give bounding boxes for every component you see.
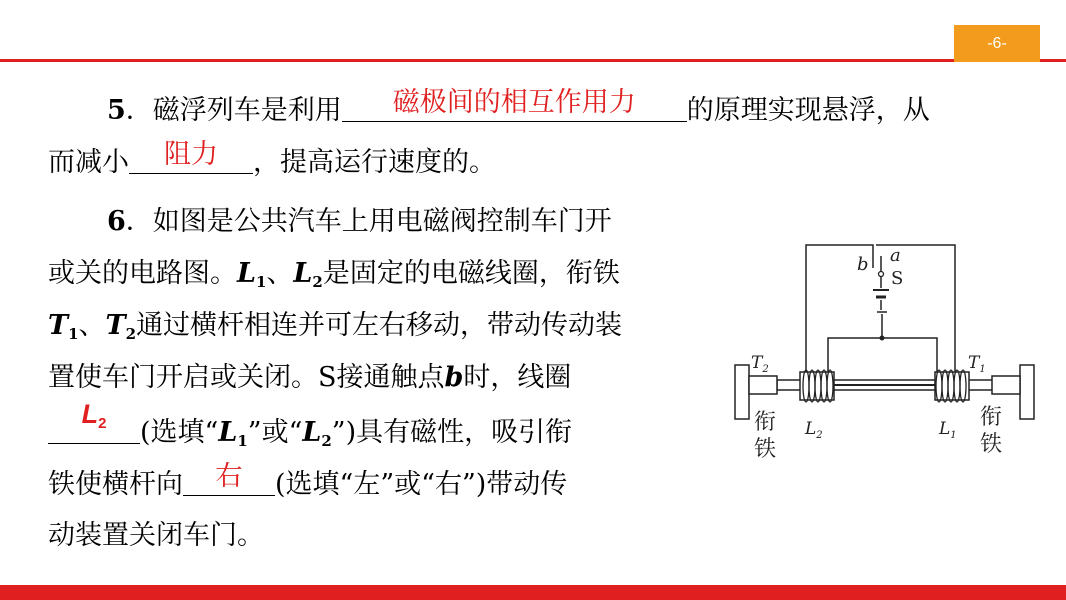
q5-answer-2: 阻力 [164, 139, 218, 169]
q6-answer-2: 右 [215, 461, 243, 491]
q5-answer-1: 磁极间的相互作用力 [392, 87, 636, 117]
coil-left-core [800, 372, 834, 400]
circuit-diagram [725, 228, 1045, 473]
armature-left-char-2: 铁 [754, 437, 777, 462]
q6-line-2: 或关的电路图。$L_1$、$L_2$是固定的电磁线圈，衔铁 [48, 258, 620, 291]
switch-pivot [879, 272, 884, 277]
contact-b-label: b [857, 254, 869, 275]
page-number-tab [954, 25, 1040, 62]
header-rule [0, 59, 1066, 62]
q5-line-2: 而减小 阻力 ，提高运行速度的。 [48, 139, 496, 178]
q6-line-4: 置使车门开启或关闭。S接通触点b时，线圈 [48, 362, 572, 393]
page-number: -6- [987, 34, 1007, 52]
coil-left-label: $L_2$ [805, 419, 823, 441]
armature-right-char-2: 铁 [980, 432, 1003, 457]
q6-blank-2[interactable] [183, 461, 275, 496]
q6-line-7: 动装置关闭车门。 [48, 520, 264, 551]
wire-inner-loop [828, 338, 937, 386]
q5-blank-1[interactable] [342, 87, 687, 122]
q5-number: 5 [107, 95, 126, 126]
q6-number: 6 [107, 206, 126, 237]
armature-right-label: $T_1$ [968, 353, 986, 375]
contact-a-label: a [890, 245, 901, 266]
armature-right-block [992, 376, 1020, 394]
q6-answer-1: $L_2$ [81, 399, 107, 432]
junction-dot [880, 336, 885, 341]
armature-left-block [749, 376, 777, 394]
armature-left-plate [735, 365, 749, 419]
q5-blank-2[interactable] [129, 139, 253, 174]
coil-right-label: $L_1$ [939, 419, 957, 441]
footer-bar [0, 585, 1066, 600]
q6-line-6: 铁使横杆向 右 (选填“左”或“右”)带动传 [48, 461, 568, 500]
armature-right-char-1: 衔 [980, 405, 1003, 430]
armature-left-char-1: 衔 [754, 410, 777, 435]
q6-line-5: $L_2$ (选填“$L_1$”或“$L_2$”)具有磁性，吸引衔 [48, 413, 572, 458]
q6-line-1: 6．如图是公共汽车上用电磁阀控制车门开 [107, 206, 612, 237]
armature-right-plate [1020, 365, 1034, 419]
armature-left-label: $T_2$ [751, 353, 769, 375]
switch-label: S [891, 268, 904, 289]
coil-right-core [935, 372, 969, 400]
q6-line-3: $T_1$、$T_2$通过横杆相连并可左右移动，带动传动装 [48, 310, 623, 343]
q6-blank-1[interactable] [48, 399, 140, 444]
q5-line-1: 5．磁浮列车是利用 磁极间的相互作用力 的原理实现悬浮，从 [107, 87, 930, 126]
